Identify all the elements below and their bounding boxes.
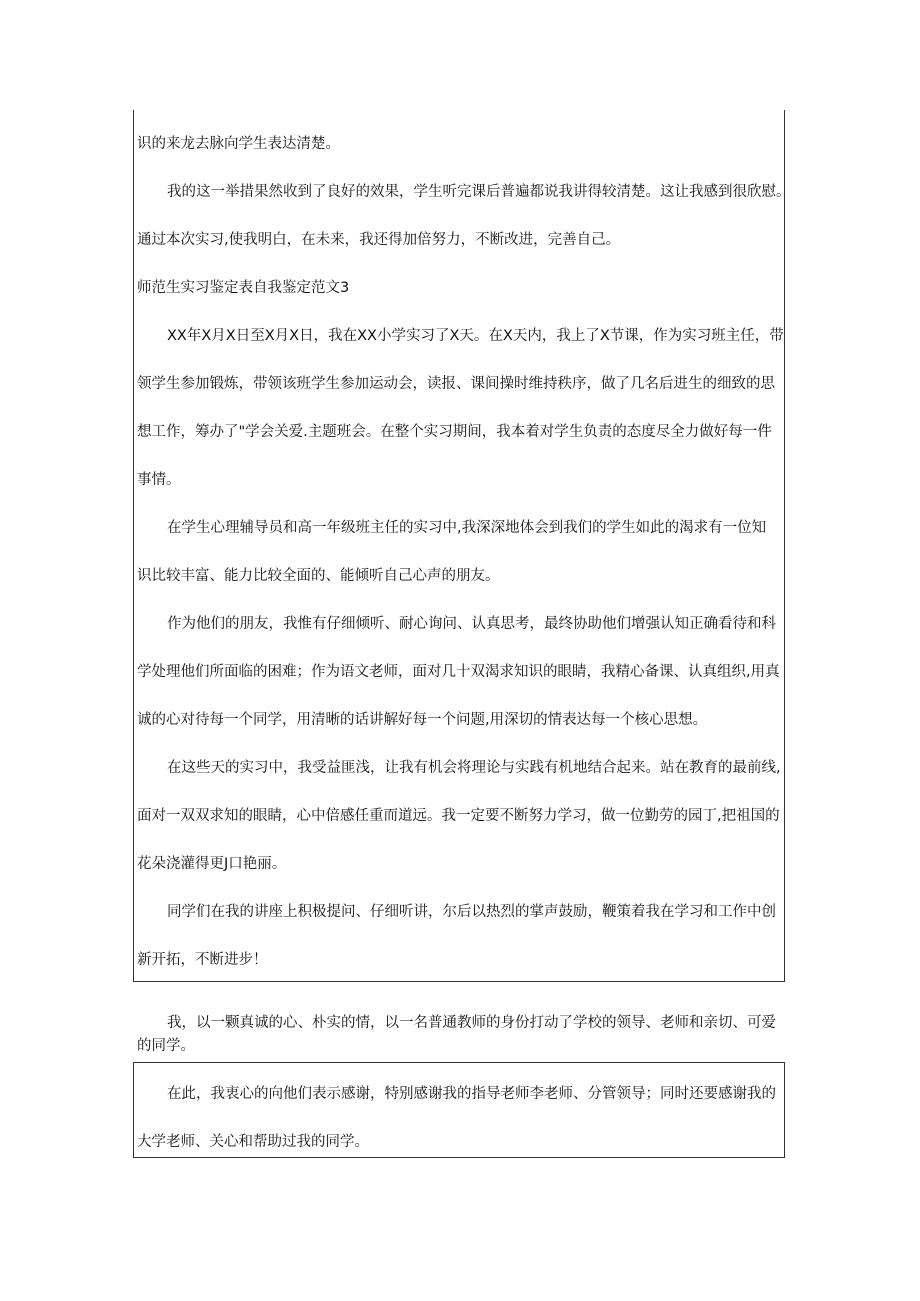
paragraph-line: 同学们在我的讲座上积极提问、仔细听讲，尔后以热烈的掌声鼓励，鞭策着我在学习和工作中创 [167, 904, 776, 920]
closing-paragraph-line: 我，以一颗真诚的心、朴实的情，以一名普通教师的身份打动了学校的领导、老师和亲切、可爱 [167, 1015, 776, 1031]
paragraph-line: 诚的心对待每一个同学，用清晰的话讲解好每一个问题,用深切的情表达每一个核心思想。 [137, 712, 708, 728]
thanks-paragraph-line: 大学老师、关心和帮助过我的同学。 [137, 1134, 369, 1150]
paragraph-line: 想工作，筹办了"学会关爱.主题班会。在整个实习期间，我本着对学生负责的态度尽全力做好每一件 [137, 424, 772, 440]
paragraph-line: XX年X月X日至X月X日，我在XX小学实习了X天。在X天内，我上了X节课，作为实习班主任，带 [167, 328, 784, 344]
paragraph-line: 事情。 [137, 472, 181, 488]
section-heading: 师范生实习鉴定表自我鉴定范文3 [137, 280, 350, 296]
paragraph-line: 领学生参加锻炼，带领该班学生参加运动会，读报、课间操时维持秩序，做了几名后进生的细致的思 [137, 376, 775, 392]
closing-paragraph-line: 的同学。 [137, 1038, 195, 1054]
paragraph-line: 作为他们的朋友，我惟有仔细倾听、耐心询问、认真思考，最终协助他们增强认知正确看待和科 [167, 616, 776, 632]
paragraph-line: 我的这一举措果然收到了良好的效果，学生听完课后普遍都说我讲得较清楚。这让我感到很欣慰。 [167, 184, 791, 200]
paragraph-line: 学处理他们所面临的困难；作为语文老师，面对几十双渴求知识的眼睛，我精心备课、认真组织,用真 [137, 664, 780, 680]
paragraph-line: 识的来龙去脉向学生表达清楚。 [137, 136, 340, 152]
paragraph-line: 在学生心理辅导员和高一年级班主任的实习中,我深深地体会到我们的学生如此的渴求有一位知 [167, 520, 767, 536]
paragraph-line: 面对一双双求知的眼睛，心中倍感任重而道远。我一定要不断努力学习，做一位勤劳的园丁,把祖国的 [137, 808, 780, 824]
paragraph-line: 识比较丰富、能力比较全面的、能倾听自己心声的朋友。 [137, 568, 500, 584]
paragraph-line: 新开拓，不断进步！ [137, 952, 268, 968]
paragraph-line: 花朵浇灌得更J口艳丽。 [137, 856, 287, 872]
thanks-paragraph-line: 在此，我衷心的向他们表示感谢，特别感谢我的指导老师李老师、分管领导；同时还要感谢我的 [167, 1086, 776, 1102]
paragraph-line: 在这些天的实习中，我受益匪浅，让我有机会将理论与实践有机地结合起来。站在教育的最前线, [167, 760, 781, 776]
paragraph-line: 通过本次实习,使我明白，在未来，我还得加倍努力，不断改进，完善自己。 [137, 232, 621, 248]
